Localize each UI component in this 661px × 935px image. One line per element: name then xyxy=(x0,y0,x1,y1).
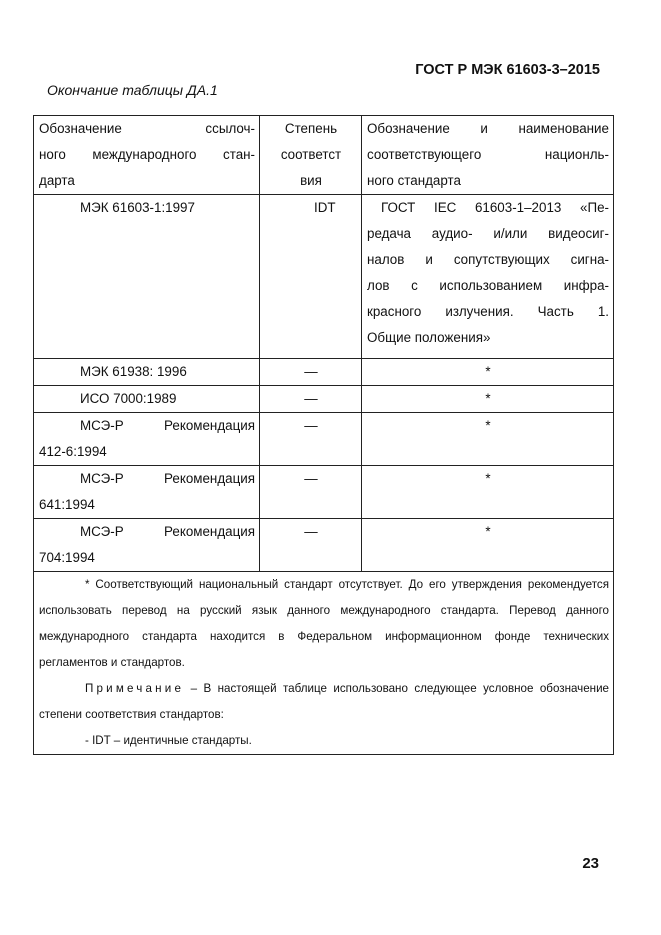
cell-national xyxy=(362,466,614,519)
standard-line: МСЭ-Р Рекомендация xyxy=(80,471,255,486)
table-row xyxy=(34,519,614,572)
cell-standard xyxy=(34,386,260,413)
table-row xyxy=(34,466,614,519)
note xyxy=(39,676,609,728)
cell-standard xyxy=(34,466,260,519)
cell-national xyxy=(362,413,614,466)
degree-value: IDT xyxy=(314,200,336,215)
national-value: * xyxy=(485,364,491,379)
national-line: лов с использованием инфра- xyxy=(367,278,609,293)
national-line: налов и сопутствующих сигна- xyxy=(367,252,609,267)
national-line: ГОСТ IEC 61603-1–2013 «Пе- xyxy=(381,200,609,215)
cell-standard xyxy=(34,195,260,359)
header-national xyxy=(362,116,614,195)
note-label: Примечание xyxy=(85,682,185,695)
standard-line: ИСО 7000:1989 xyxy=(80,391,177,406)
table-row xyxy=(34,386,614,413)
standard-line: 704:1994 xyxy=(39,550,95,565)
document-designation: ГОСТ Р МЭК 61603-3–2015 xyxy=(415,62,600,78)
header-degree-line: Степень xyxy=(284,121,338,136)
cell-standard xyxy=(34,413,260,466)
table-row xyxy=(34,413,614,466)
cell-national xyxy=(362,359,614,386)
degree-value: — xyxy=(304,524,318,539)
table-row xyxy=(34,195,614,359)
cell-standard xyxy=(34,519,260,572)
table-notes-row xyxy=(34,572,614,755)
cell-national xyxy=(362,386,614,413)
cell-degree xyxy=(260,359,362,386)
degree-value: — xyxy=(304,471,318,486)
cell-degree xyxy=(260,195,362,359)
footnote: * Соответствующий национальный стандарт отсутствует. До его утверждения рекомендуется использовать перевод на русский язык данного международного стандарта. Перевод данного международного стандарта находится в Федеральном информационном фонде технических регламентов и стандартов. xyxy=(39,578,609,669)
cell-degree xyxy=(260,519,362,572)
page-number: 23 xyxy=(582,855,599,872)
cell-degree xyxy=(260,466,362,519)
national-line: красного излучения. Часть 1. xyxy=(367,304,609,319)
note-text: – В настоящей таблице использовано следующее условное обозначение степени соответствия стандартов: xyxy=(39,682,609,721)
standard-line: МЭК 61603-1:1997 xyxy=(80,200,195,215)
standard-line: 641:1994 xyxy=(39,497,95,512)
table-caption: Окончание таблицы ДА.1 xyxy=(47,82,218,98)
table-header-row xyxy=(34,116,614,195)
national-line: редача аудио- и/или видеосиг- xyxy=(367,226,609,241)
legend-item: - IDT – идентичные стандарты. xyxy=(85,734,252,747)
national-value: * xyxy=(485,524,491,539)
table-notes xyxy=(34,572,614,755)
national-value: * xyxy=(485,471,491,486)
degree-value: — xyxy=(304,364,318,379)
correspondence-table xyxy=(33,115,614,755)
header-standard xyxy=(34,116,260,195)
cell-degree xyxy=(260,386,362,413)
header-standard-line: Обозначение ссылоч- xyxy=(39,121,255,136)
standard-line: МЭК 61938: 1996 xyxy=(80,364,187,379)
header-standard-line: ного международного стан- xyxy=(39,147,255,162)
degree-value: — xyxy=(304,418,318,433)
header-degree-line: соответст xyxy=(280,147,342,162)
cell-national xyxy=(362,519,614,572)
header-national-line: ного стандарта xyxy=(367,173,461,188)
national-value: * xyxy=(485,391,491,406)
header-degree-line: вия xyxy=(300,173,322,188)
cell-national xyxy=(362,195,614,359)
header-national-line: Обозначение и наименование xyxy=(367,121,609,136)
standard-line: МСЭ-Р Рекомендация xyxy=(80,418,255,433)
cell-standard xyxy=(34,359,260,386)
table-row xyxy=(34,359,614,386)
header-degree xyxy=(260,116,362,195)
degree-value: — xyxy=(304,391,318,406)
standard-line: МСЭ-Р Рекомендация xyxy=(80,524,255,539)
header-standard-line: дарта xyxy=(39,173,75,188)
national-value: * xyxy=(485,418,491,433)
cell-degree xyxy=(260,413,362,466)
header-national-line: соответствующего национль- xyxy=(367,147,609,162)
standard-line: 412-6:1994 xyxy=(39,444,107,459)
national-line: Общие положения» xyxy=(367,330,491,345)
